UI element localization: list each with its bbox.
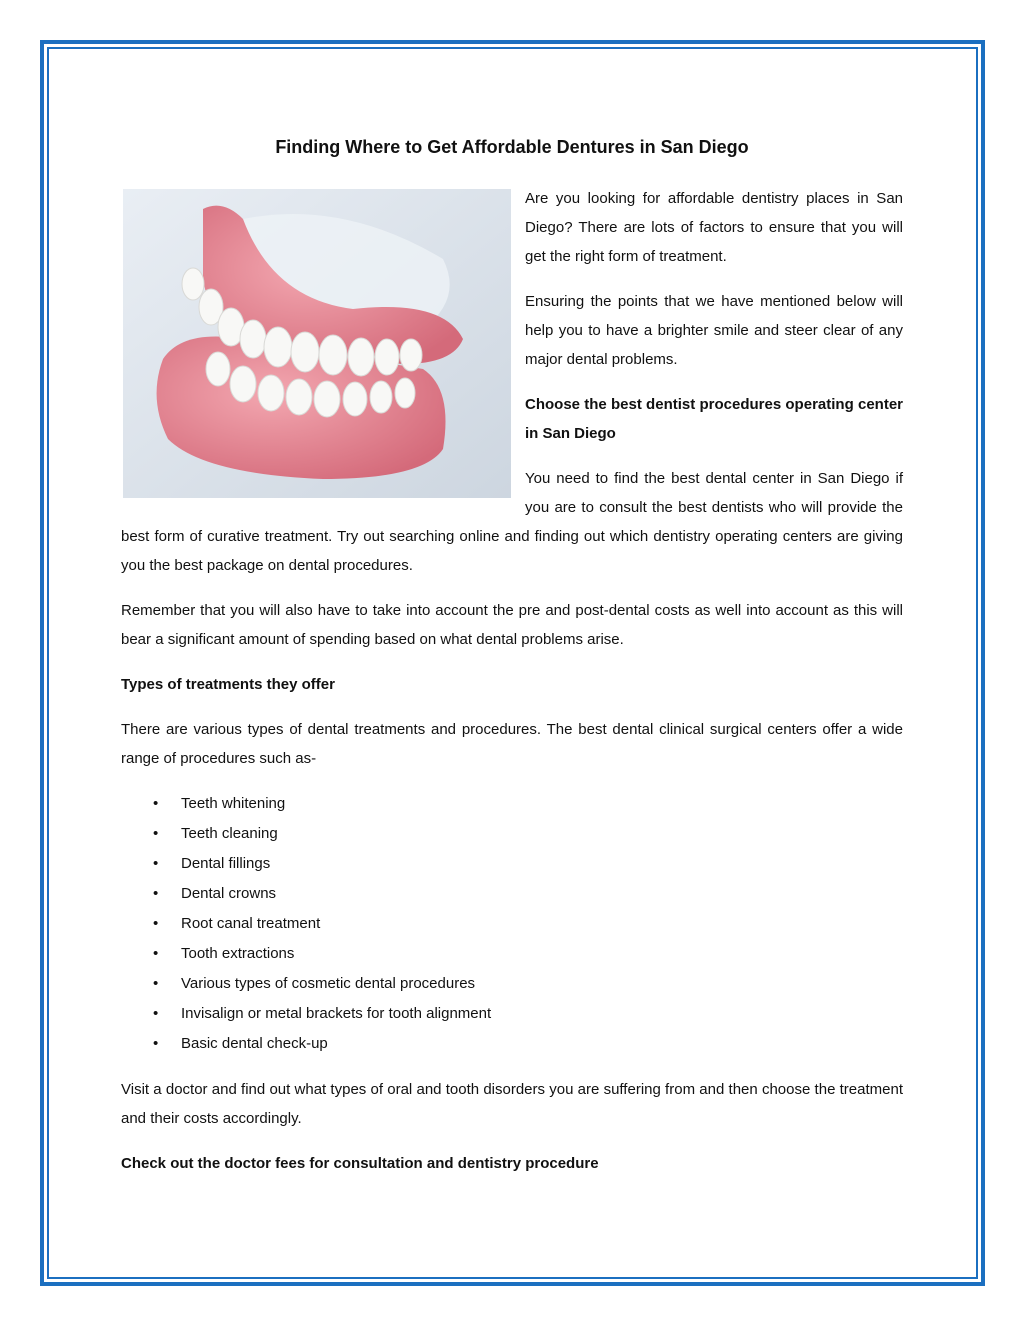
list-item: • Invisalign or metal brackets for tooth alignment [181,999,903,1029]
body-paragraph-dental-center: You need to find the best dental center in San Diego if you are to consult the best dentists who will provide the best form of curative treatment. Try out searching online and finding out which dentistry operating centers are giving you the best package on dental procedures. [121,470,903,574]
intro-paragraph: Are you looking for affordable dentistry places in San Diego? There are lots of factors to ensure that you will get the right form of treatment. [525,190,903,265]
body-paragraph-treatments: There are various types of dental treatments and procedures. The best dental clinical surgical centers offer a wide range of procedures such as- [121,721,903,767]
list-item: • Dental crowns [181,879,903,909]
section-heading-fees: Check out the doctor fees for consultation and dentistry procedure [121,1155,599,1172]
section-heading-treatments: Types of treatments they offer [121,676,335,693]
list-item: • Dental fillings [181,849,903,879]
intro-paragraph-2: Ensuring the points that we have mentioned below will help you to have a brighter smile and steer clear of any major dental problems. [525,293,903,368]
list-item: • Basic dental check-up [181,1029,903,1059]
list-item: • Root canal treatment [181,909,903,939]
procedures-list [121,789,903,1059]
page-title: Finding Where to Get Affordable Dentures in San Diego [275,137,749,157]
article-body [121,184,903,1194]
section-heading-operating-center: Choose the best dentist procedures operating center in San Diego [525,396,903,442]
body-paragraph-costs: Remember that you will also have to take into account the pre and post-dental costs as well into account as this will bear a significant amount of spending based on what dental problems arise. [121,602,903,648]
list-item: • Teeth whitening [181,789,903,819]
list-item: • Tooth extractions [181,939,903,969]
list-item: • Teeth cleaning [181,819,903,849]
body-paragraph-visit-doctor: Visit a doctor and find out what types of oral and tooth disorders you are suffering from and then choose the treatment and their costs accordingly. [121,1081,903,1127]
list-item: • Various types of cosmetic dental procedures [181,969,903,999]
dentures-photo [123,189,511,498]
